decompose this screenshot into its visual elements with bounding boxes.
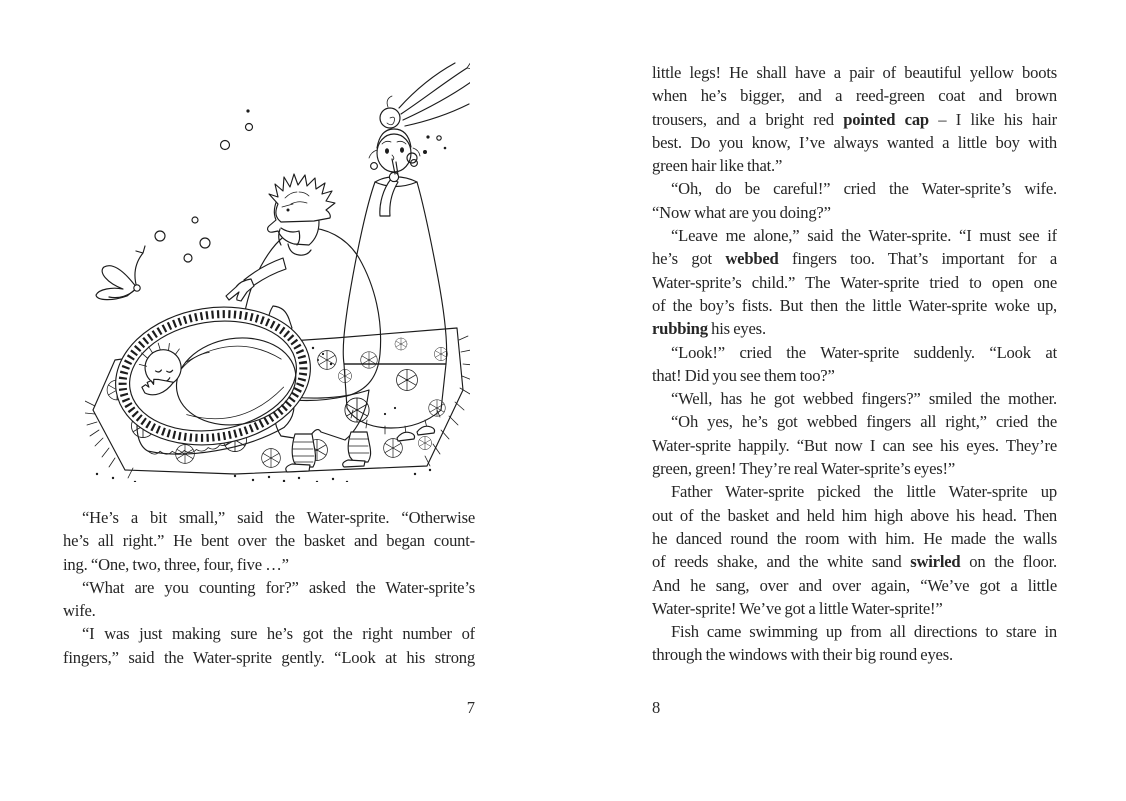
- text-line: little legs! He shall have a pair of beautiful yellow boots: [652, 63, 1057, 82]
- text-line: green hair like that.”: [652, 156, 783, 176]
- text-line: “Well, has he got webbed fingers?” smiled the mother.: [671, 389, 1057, 409]
- text-line: “I was just making sure he’s got the right number of: [82, 624, 475, 644]
- text-line: Water-sprite’s child.” The Water-sprite tried to open one: [652, 272, 1057, 292]
- text-line: “Look!” cried the Water-sprite suddenly. “Look at: [671, 342, 1057, 362]
- text-line: Water-sprite happily. “But now I can see his eyes. They’re: [652, 435, 1057, 455]
- right-page-number: 8: [652, 698, 661, 717]
- left-page-number: 7: [466, 698, 475, 717]
- text-line: “What are you counting for?” asked the Water-sprite’s: [82, 577, 475, 597]
- right-page-text: [652, 61, 1057, 667]
- text-line: that! Did you see them too?”: [652, 365, 835, 385]
- text-line: through the windows with their big round eyes.: [652, 645, 953, 665]
- text-line: he’s all right.” He bent over the basket and began count-: [63, 531, 475, 551]
- text-line: ing. “One, two, three, four, five …”: [63, 554, 289, 574]
- text-line: “Oh, do be careful!” cried the Water-sprite’s wife.: [671, 179, 1057, 199]
- text-line: “Now what are you doing?”: [652, 202, 831, 222]
- text-line: best. Do you know, I’ve always wanted a little boy with: [652, 132, 1057, 152]
- text-line: Fish came swimming up from all directions to stare in: [671, 622, 1057, 642]
- text-line: wife.: [63, 601, 96, 621]
- water-sprite-family-illustration: [85, 58, 470, 482]
- text-line: Water-sprite! We’ve got a little Water-sprite!”: [652, 598, 943, 618]
- text-line: of reeds shake, and the white sand swirled on the floor.: [652, 552, 1057, 572]
- text-line: green, green! They’re real Water-sprite’s eyes!”: [652, 459, 955, 479]
- text-line: of the boy’s fists. But then the little Water-sprite woke up,: [652, 295, 1057, 315]
- text-line: “Leave me alone,” said the Water-sprite. “I must see if: [671, 226, 1057, 246]
- text-line: out of the basket and held him high above his head. Then: [652, 505, 1057, 525]
- text-line: rubbing his eyes.: [652, 319, 766, 339]
- text-line: Father Water-sprite picked the little Water-sprite up: [671, 482, 1057, 502]
- text-line: when he’s bigger, and a reed-green coat and brown: [652, 86, 1057, 106]
- text-line: “Oh yes, he’s got webbed fingers all right,” cried the: [671, 412, 1057, 432]
- text-line: he danced round the room with him. He made the walls: [652, 528, 1057, 548]
- text-line: And he sang, over and over again, “We’ve got a little: [652, 575, 1057, 595]
- text-line: he’s got webbed fingers too. That’s important for a: [652, 249, 1057, 269]
- left-page-text: [63, 506, 475, 669]
- text-line: trousers, and a bright red pointed cap – I like his hair: [652, 109, 1057, 129]
- text-line: “He’s a bit small,” said the Water-sprite. “Otherwise: [82, 508, 475, 527]
- text-line: fingers,” said the Water-sprite gently. “Look at his strong: [63, 647, 475, 667]
